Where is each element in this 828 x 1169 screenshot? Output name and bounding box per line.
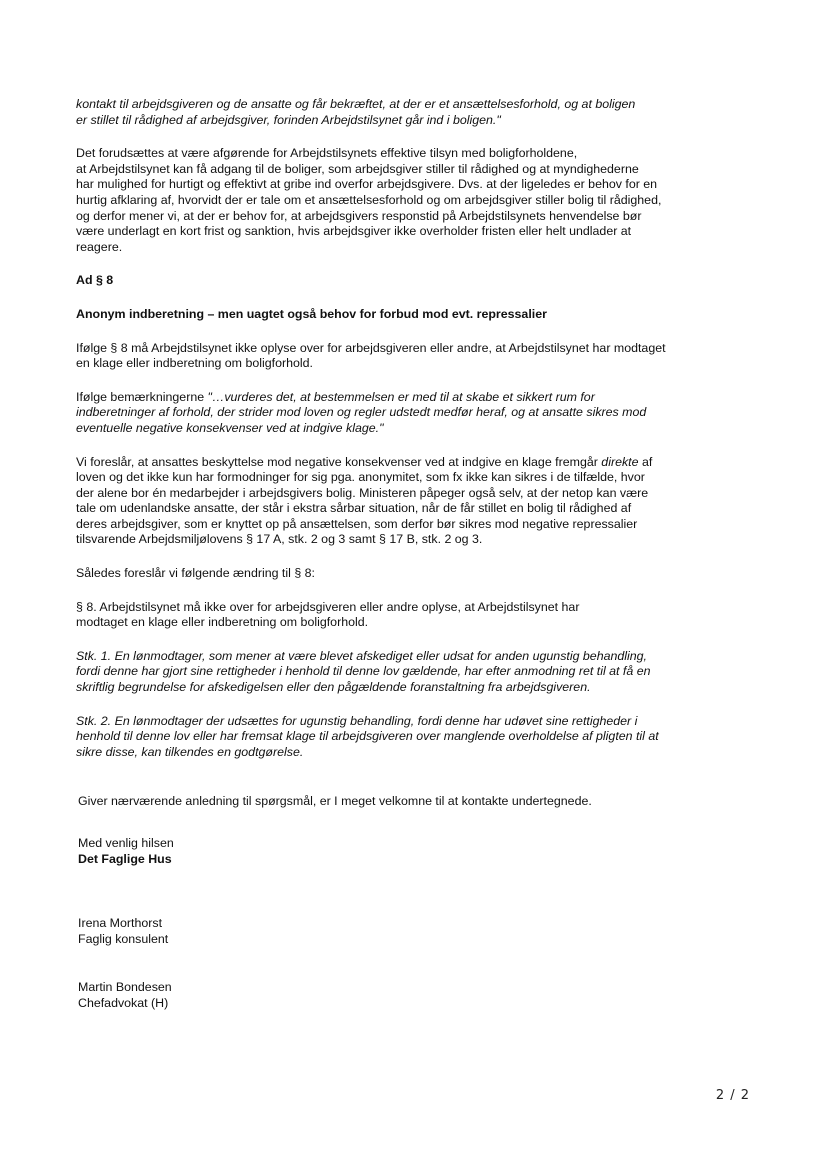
text-line: Stk. 1. En lønmodtager, som mener at være blevet afskediget eller udsat for anden ugunstig behandling, bbox=[76, 648, 647, 663]
text-line: hurtig afklaring af, hvorvidt der er tale om et ansættelsesforhold og om arbejdsgiver stiller bolig til rådighed, bbox=[76, 192, 662, 207]
quote-continuation bbox=[76, 97, 756, 128]
paragraph-stk-2 bbox=[76, 714, 756, 761]
greeting: Med venlig hilsen bbox=[78, 836, 174, 850]
text-line: være underlagt en kort frist og sanktion, hvis arbejdsgiver ikke overholder fristen eller helt undlader at bbox=[76, 224, 632, 239]
text-line: og derfor mener vi, at der er behov for, at arbejdsgivers responstid på Arbejdstilsynets henvendelse bør bbox=[76, 208, 642, 223]
text-line: sikre disse, kan tilkendes en godtgørelse. bbox=[76, 744, 304, 759]
text-line: loven og det ikke kun har formodninger for sig pga. anonymitet, som fx ikke kan sikres i de tilfælde, hvor bbox=[76, 470, 645, 485]
text-line: en klage eller indberetning om boligforhold. bbox=[76, 356, 313, 371]
paragraph-stk-1 bbox=[76, 649, 756, 696]
text-line: tilsvarende Arbejdsmiljølovens § 17 A, stk. 2 og 3 samt § 17 B, stk. 2 og 3. bbox=[76, 532, 483, 547]
signer-name: Irena Morthorst bbox=[78, 916, 163, 930]
text-line: Ifølge § 8 må Arbejdstilsynet ikke oplyse over for arbejdsgiveren eller andre, at Arbejdstilsynet har modtaget bbox=[76, 340, 666, 355]
remarks-quote: eventuelle negative konsekvenser ved at indgive klage." bbox=[76, 420, 384, 435]
text-line: af bbox=[638, 454, 653, 469]
text-line: Ifølge bemærkningerne bbox=[76, 389, 208, 404]
text-line: henhold til denne lov eller har fremsat klage til arbejdsgiveren over manglende overholdelse af pligten til at bbox=[76, 729, 659, 744]
letter-body bbox=[76, 97, 756, 810]
text-line: har mulighed for hurtigt og effektivt at gribe ind overfor arbejdsgivere. Dvs. at der ligeledes er behov for en bbox=[76, 177, 658, 192]
text-line: deres arbejdsgiver, som er knyttet op på ansættelsen, som derfor bør sikres mod negative repressalier bbox=[76, 516, 638, 531]
text-line: tale om udenlandske ansatte, der står i ekstra sårbar situation, når de får stillet en bolig til rådighed af bbox=[76, 501, 632, 516]
text-line: reagere. bbox=[76, 239, 123, 254]
text-line: Det forudsættes at være afgørende for Arbejdstilsynets effektive tilsyn med boligforholdene, bbox=[76, 146, 578, 161]
signer-name: Martin Bondesen bbox=[78, 980, 172, 994]
section-heading: Ad § 8 bbox=[76, 273, 114, 288]
signer-title: Faglig konsulent bbox=[78, 931, 169, 946]
quote-line: kontakt til arbejdsgiveren og de ansatte og får bekræftet, at der er et ansættelsesforhold, og at boligen bbox=[76, 97, 636, 111]
quote-line: er stillet til rådighed af arbejdsgiver, forinden Arbejdstilsynet går ind i boligen." bbox=[76, 112, 501, 127]
page-number: 2 / 2 bbox=[715, 1088, 750, 1103]
text-line: der alene bor én medarbejder i arbejdsgivers bolig. Ministeren påpeger også selv, at der netop kan være bbox=[76, 485, 649, 500]
paragraph-proposal bbox=[76, 455, 756, 549]
emphasis-direkte: direkte bbox=[601, 454, 639, 469]
text-line: Stk. 2. En lønmodtager der udsættes for ugunstig behandling, fordi denne har udøvet sine rettigheder i bbox=[76, 713, 638, 728]
signer-block-1 bbox=[78, 916, 378, 947]
paragraph-amended-section-8 bbox=[76, 600, 756, 631]
remarks-quote: "…vurderes det, at bestemmelsen er med til at skabe et sikkert rum for bbox=[207, 389, 595, 404]
remarks-quote: indberetninger af forhold, der strider mod loven og regler udstedt medfør heraf, og at ansatte sikres mod bbox=[76, 405, 647, 420]
signer-block-2 bbox=[78, 980, 378, 1011]
text-line: fordi denne har gjort sine rettigheder i henhold til denne lov gældende, har efter anmodning ret til at få en bbox=[76, 664, 651, 679]
text-line: Vi foreslår, at ansattes beskyttelse mod negative konsekvenser ved at indgive en klage fremgår bbox=[76, 454, 602, 469]
organisation-name: Det Faglige Hus bbox=[78, 851, 172, 866]
text-line: modtaget en klage eller indberetning om boligforhold. bbox=[76, 615, 369, 630]
paragraph-change-intro: Således foreslår vi følgende ændring til § 8: bbox=[76, 566, 315, 581]
greeting-block bbox=[78, 836, 378, 867]
text-line: at Arbejdstilsynet kan få adgang til de boliger, som arbejdsgiver stiller til rådighed og at myndighederne bbox=[76, 161, 639, 176]
paragraph-remarks bbox=[76, 390, 756, 437]
paragraph-premise bbox=[76, 146, 756, 255]
text-line: skriftlig begrundelse for afskedigelsen eller den pågældende foranstaltning fra arbejdsgiveren. bbox=[76, 680, 591, 695]
signer-title: Chefadvokat (H) bbox=[78, 995, 169, 1010]
paragraph-section-8 bbox=[76, 341, 756, 372]
paragraph-closing: Giver nærværende anledning til spørgsmål, er I meget velkomne til at kontakte undertegnede. bbox=[78, 794, 592, 809]
text-line: § 8. Arbejdstilsynet må ikke over for arbejdsgiveren eller andre oplyse, at Arbejdstilsynet har bbox=[76, 599, 580, 614]
section-subheading: Anonym indberetning – men uagtet også behov for forbud mod evt. repressalier bbox=[76, 306, 547, 321]
